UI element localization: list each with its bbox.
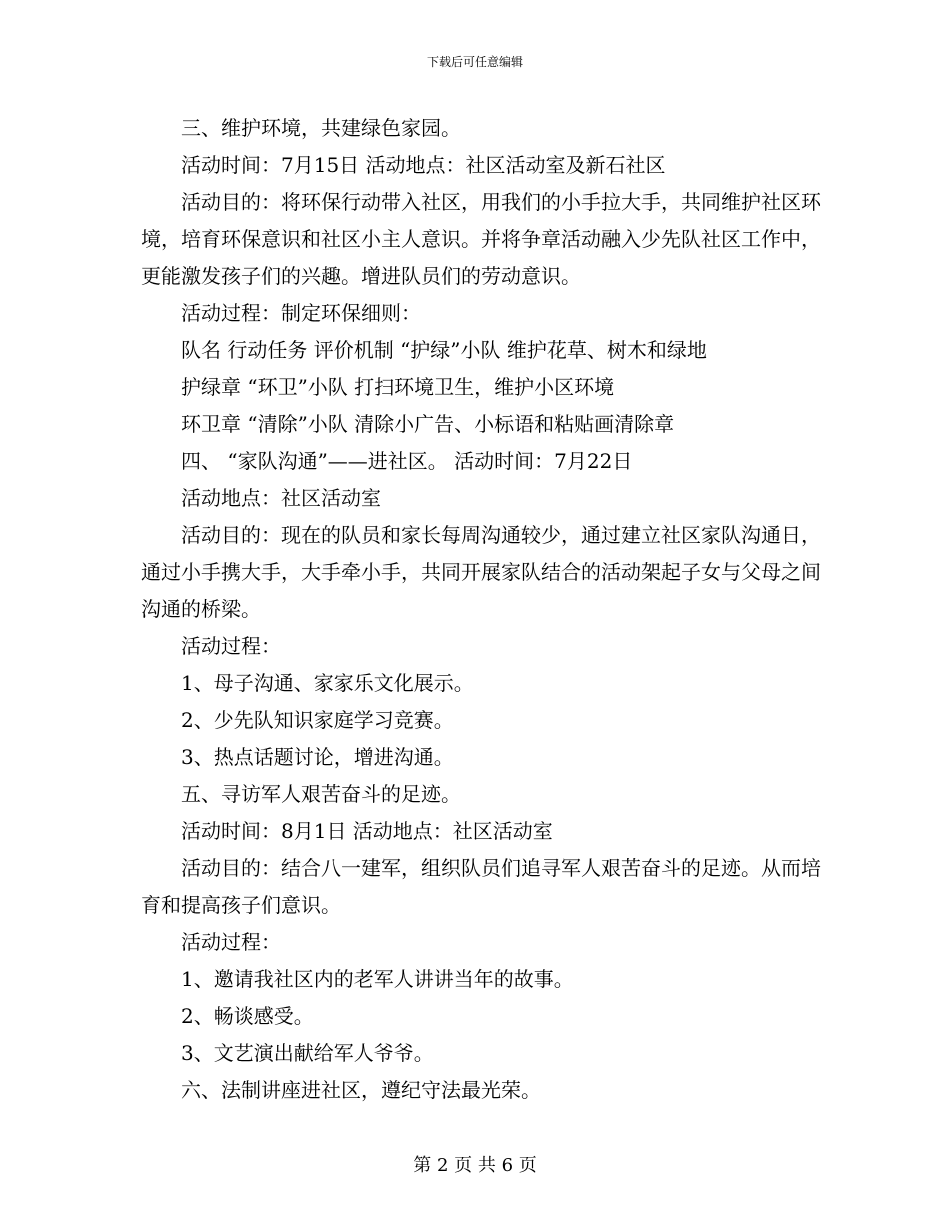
paragraph: 三、维护环境，共建绿色家园。	[181, 116, 461, 140]
paragraph: 活动目的：将环保行动带入社区，用我们的小手拉大手，共同维护社区环境，培育环保意识和社区小主人意识。并将争章活动融入少先队社区工作中，更能激发孩子们的兴趣。增进队员们的劳动意识。	[141, 190, 821, 288]
paragraph: 五、寻访军人艰苦奋斗的足迹。	[181, 782, 461, 806]
paragraph: 活动时间：7月15日 活动地点：社区活动室及新石社区	[181, 153, 666, 177]
paragraph: 活动目的：现在的队员和家长每周沟通较少，通过建立社区家队沟通日，通过小手携大手，大手牵小手，共同开展家队结合的活动架起子女与父母之间沟通的桥梁。	[141, 523, 821, 621]
paragraph: 四、 “家队沟通”——进社区。 活动时间：7月22日	[181, 449, 633, 473]
page-number: 第 2 页 共 6 页	[413, 1155, 537, 1176]
paragraph: 3、热点话题讨论，增进沟通。	[181, 745, 454, 769]
paragraph: 活动过程：	[181, 634, 281, 658]
paragraph: 活动过程：	[181, 930, 281, 954]
document-body	[141, 110, 821, 1109]
paragraph: 3、文艺演出献给军人爷爷。	[181, 1041, 434, 1065]
paragraph: 活动地点：社区活动室	[181, 486, 381, 510]
paragraph: 2、畅谈感受。	[181, 1004, 314, 1028]
paragraph: 队名 行动任务 评价机制 “护绿”小队 维护花草、树木和绿地	[181, 338, 707, 362]
page-header: 下载后可任意编辑	[426, 55, 523, 69]
paragraph: 环卫章 “清除”小队 清除小广告、小标语和粘贴画清除章	[181, 412, 675, 436]
paragraph: 护绿章 “环卫”小队 打扫环境卫生，维护小区环境	[181, 375, 615, 399]
paragraph: 活动目的：结合八一建军，组织队员们追寻军人艰苦奋斗的足迹。从而培育和提高孩子们意识。	[141, 856, 821, 917]
paragraph: 1、邀请我社区内的老军人讲讲当年的故事。	[181, 967, 574, 991]
paragraph: 2、少先队知识家庭学习竞赛。	[181, 708, 454, 732]
paragraph: 活动过程：制定环保细则：	[181, 301, 421, 325]
paragraph: 六、法制讲座进社区，遵纪守法最光荣。	[181, 1078, 541, 1102]
paragraph: 1、母子沟通、家家乐文化展示。	[181, 671, 474, 695]
paragraph: 活动时间：8月1日 活动地点：社区活动室	[181, 819, 553, 843]
